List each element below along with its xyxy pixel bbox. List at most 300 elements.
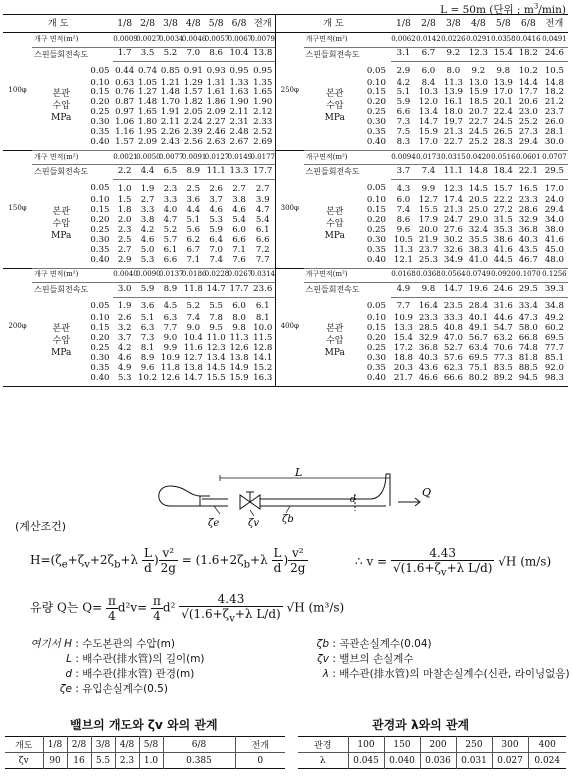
pressure-value: 0.20	[90, 333, 110, 343]
legend-desc: : 배수관(排水管) 관경(m)	[72, 668, 195, 680]
flow-value: 12.3	[206, 342, 226, 353]
legend-symbol: λ	[322, 668, 329, 680]
flow-value: 8.1	[255, 313, 270, 324]
area-value: 0.1070	[516, 268, 541, 283]
flow-value: 43.6	[418, 362, 438, 373]
flow-value: 77.7	[544, 342, 564, 353]
legend-symbol: L	[66, 653, 72, 665]
header-cell: 150	[384, 737, 420, 753]
pressure-value: 0.30	[366, 117, 386, 128]
flow-value: 4.5	[159, 297, 182, 314]
flow-value: 1.82	[183, 97, 203, 108]
header-opening: 2/8	[416, 15, 441, 33]
flow-value: 9.5	[209, 323, 224, 334]
pressure-value: 0.10	[366, 313, 386, 324]
area-value: 0.0420	[466, 150, 491, 165]
flow-value: 10.9	[393, 313, 414, 324]
flow-value: 4.7	[163, 215, 178, 226]
velocity-label: 스핀들회전속도	[32, 47, 113, 62]
flow-value: 9.9	[416, 179, 441, 196]
flow-value: 83.5	[493, 362, 513, 373]
flow-value: 19.7	[443, 117, 463, 128]
drain-pipe-diagram	[150, 466, 430, 536]
flow-value: 28.4	[466, 297, 491, 314]
pipe-size: 150φ	[3, 150, 32, 268]
flow-value: 98.3	[544, 372, 564, 383]
flow-value: 1.35	[253, 77, 273, 88]
header-opening: 5/8	[205, 15, 228, 33]
flow-value: 2.43	[160, 136, 180, 147]
velocity-value: 2.2	[113, 165, 136, 180]
flow-value: 10.2	[516, 62, 541, 79]
pressure-value: 0.40	[366, 372, 386, 383]
flow-value: 11.5	[253, 333, 273, 343]
flow-value: 10.3	[418, 87, 438, 98]
velocity-label: 스핀들회전속도	[304, 47, 391, 62]
flow-value: 7.7	[163, 323, 178, 334]
flow-value: 29.4	[544, 205, 564, 216]
pressure-value: 0.10	[90, 195, 110, 206]
flow-value: 22.7	[443, 136, 463, 147]
flow-value: 23.0	[518, 107, 538, 118]
pressure-value: 0.10	[366, 195, 386, 206]
flow-value: 41.6	[544, 234, 564, 245]
flow-value: 1.27	[137, 87, 158, 98]
flow-value: 11.6	[183, 342, 203, 353]
flow-value: 3.3	[163, 195, 178, 206]
area-value: 0.0516	[491, 150, 516, 165]
area-value: 0.0067	[228, 33, 251, 48]
flow-value: 10.5	[541, 62, 568, 79]
flow-value: 1.90	[253, 97, 273, 108]
flow-value: 21.2	[544, 97, 564, 108]
flow-value: 1.95	[137, 127, 158, 138]
flow-value: 14.9	[229, 362, 249, 373]
flow-value: 14.8	[544, 77, 564, 88]
pipe-size: 400φ	[275, 268, 303, 386]
flow-value: 1.06	[115, 117, 135, 128]
flow-value: 69.5	[544, 333, 564, 343]
pressure-value: 0.30	[366, 234, 386, 245]
area-value: 0.0564	[441, 268, 466, 283]
area-value: 0.0057	[205, 33, 228, 48]
flow-value: 24.7	[443, 215, 463, 226]
flow-value: 1.21	[160, 77, 180, 88]
flow-value: 24.5	[468, 127, 488, 138]
flow-value: 2.11	[229, 107, 249, 118]
flow-value: 2.33	[253, 117, 273, 128]
flow-value: 20.1	[493, 97, 513, 108]
flow-value: 0.85	[159, 62, 182, 79]
flow-value: 4.9	[117, 362, 132, 373]
area-value: 0.0315	[441, 150, 466, 165]
value-cell: 0.040	[384, 753, 420, 769]
pressure-value: 0.35	[366, 127, 386, 138]
header-cell: 3/8	[91, 737, 115, 753]
flow-value: 10.9	[160, 352, 180, 363]
velocity-equation: ∴ v = $\frac{4.43}{√(1.6+\zeta_v+\lambda L/d)}$ √H (m/s)	[355, 546, 552, 579]
area-value: 0.0142	[416, 33, 441, 48]
flow-value: 8.0	[441, 62, 466, 79]
flow-value: 29.4	[518, 136, 538, 147]
flow-value: 7.3	[140, 333, 155, 343]
flow-value: 16.3	[253, 372, 273, 383]
flow-value: 60.2	[544, 323, 564, 334]
legend-desc: : 배수관(排水管)의 길이(m)	[72, 653, 205, 665]
flow-value: 44.5	[493, 254, 513, 265]
area-value: 0.0040	[113, 268, 136, 283]
flow-value: 27.3	[518, 127, 538, 138]
flow-value: 13.3	[393, 323, 414, 334]
flow-value: 5.2	[163, 225, 178, 236]
pressure-value: 0.35	[366, 362, 386, 373]
velocity-value: 24.6	[491, 283, 516, 298]
area-value: 0.0226	[441, 33, 466, 48]
area-label: 개구면적(m²)	[304, 150, 391, 165]
header-cell: 4/8	[115, 737, 139, 753]
header-opening: 1/8	[113, 15, 136, 33]
table-header-row	[298, 737, 566, 753]
flow-value: 5.4	[255, 215, 270, 226]
flow-value: 2.67	[229, 136, 249, 147]
flow-value: 28.6	[518, 205, 538, 216]
pressure-value: 0.10	[90, 77, 110, 88]
flow-value: 6.1	[251, 297, 276, 314]
flow-value: 11.0	[206, 333, 226, 343]
flow-value: 12.0	[418, 97, 438, 108]
pressure-value: 0.40	[366, 254, 386, 265]
flow-value: 4.6	[232, 205, 246, 216]
flow-value: 2.09	[206, 107, 226, 118]
legend-symbol: ζv	[317, 653, 329, 665]
flow-value: 2.05	[183, 107, 203, 118]
velocity-value: 5.9	[136, 283, 159, 298]
flow-value: 4.2	[396, 77, 411, 88]
flow-value: 15.2	[253, 362, 273, 373]
flow-value: 6.6	[232, 234, 246, 245]
flow-value: 17.4	[443, 195, 463, 206]
velocity-value: 3.1	[391, 47, 416, 62]
flow-value: 29.0	[468, 215, 488, 226]
flow-value: 22.7	[468, 117, 488, 128]
flow-value: 2.11	[160, 117, 180, 128]
flow-value: 33.4	[516, 297, 541, 314]
flow-value: 1.57	[183, 87, 203, 98]
flow-value: 1.61	[206, 87, 226, 98]
flow-value: 24.0	[544, 195, 564, 206]
flow-value: 80.2	[468, 372, 488, 383]
flow-value: 28.5	[418, 323, 438, 334]
area-label: 개구 면적(m²)	[32, 268, 113, 283]
flow-value: 2.0	[117, 215, 132, 226]
flow-value: 15.4	[393, 333, 414, 343]
flow-value: 0.97	[115, 107, 135, 118]
legend-symbol: ζb	[316, 638, 329, 650]
pressure-value: 0.25	[90, 342, 110, 353]
area-value: 0.0707	[541, 150, 568, 165]
flow-value: 7.2	[255, 244, 270, 255]
flow-value: 5.0	[140, 244, 155, 255]
legend-item	[295, 636, 432, 651]
flow-value: 32.6	[443, 244, 463, 255]
flow-value: 0.95	[251, 62, 276, 79]
flow-value: 0.93	[205, 62, 228, 79]
flow-value: 2.3	[117, 225, 132, 236]
flow-value: 5.1	[140, 313, 155, 324]
legend-symbol: 여기서 H	[30, 638, 72, 650]
flow-value: 23.7	[544, 107, 564, 118]
area-label: 개구면적(m²)	[304, 33, 391, 48]
flow-value: 0.74	[136, 62, 159, 79]
discharge-table	[3, 14, 568, 387]
velocity-value: 18.4	[491, 165, 516, 180]
pressure-label: 본관 수압 MPa	[324, 324, 345, 359]
flow-value: 2.7	[117, 244, 132, 255]
area-value: 0.0027	[136, 33, 159, 48]
flow-value: 9.6	[396, 225, 411, 236]
flow-value: 8.4	[421, 77, 436, 88]
flow-value: 38.0	[544, 225, 564, 236]
flow-value: 15.5	[418, 205, 438, 216]
velocity-label: 스핀들회전속도	[32, 165, 113, 180]
flow-value: 20.7	[468, 107, 488, 118]
flow-value: 5.3	[117, 372, 132, 383]
velocity-value: 9.8	[416, 283, 441, 298]
flow-value: 5.6	[186, 225, 201, 236]
velocity-value: 4.9	[391, 283, 416, 298]
flow-value: 26.5	[493, 127, 513, 138]
header-opening: 전개	[251, 15, 276, 33]
pressure-value: 0.15	[366, 87, 386, 98]
value-cell: 0.031	[456, 753, 492, 769]
flow-value: 5.9	[396, 97, 411, 108]
flow-value: 40.3	[418, 352, 438, 363]
pressure-value: 0.05	[366, 183, 386, 194]
pressure-value: 0.30	[90, 117, 110, 128]
flow-value: 23.5	[441, 297, 466, 314]
flow-value: 7.4	[209, 254, 224, 265]
flow-value: 11.8	[160, 362, 180, 373]
flow-value: 49.2	[544, 313, 564, 324]
area-value: 0.0079	[251, 33, 276, 48]
velocity-value: 17.7	[251, 165, 276, 180]
flow-value: 12.7	[418, 195, 438, 206]
flow-value: 63.4	[468, 342, 488, 353]
velocity-value: 8.9	[182, 165, 205, 180]
flow-equation: 유량 Q는 Q= $\frac{\pi}{4}$ d²v= $\frac{\pi}{4}$ d² $\frac{4.43}{√(1.6+\zeta_v+\lambda L/d)}$ √H (m³/s)	[30, 592, 345, 625]
flow-value: 34.9	[443, 254, 463, 265]
flow-value: 16.5	[516, 179, 541, 196]
legend-item	[295, 651, 414, 666]
flow-value: 9.0	[186, 323, 201, 334]
flow-value: 48.0	[544, 254, 564, 265]
flow-value: 17.9	[418, 215, 438, 226]
flow-value: 13.0	[468, 77, 488, 88]
header-cell: 2/8	[67, 737, 91, 753]
flow-value: 66.8	[518, 333, 538, 343]
flow-value: 7.1	[232, 244, 246, 255]
pressure-value: 0.20	[90, 97, 110, 108]
header-cell: 전개	[235, 737, 285, 753]
velocity-value: 14.7	[205, 283, 228, 298]
flow-value: 6.3	[140, 323, 155, 334]
velocity-value: 15.4	[491, 47, 516, 62]
velocity-value: 11.1	[205, 165, 228, 180]
value-cell: λ	[319, 755, 326, 766]
flow-value: 2.09	[137, 136, 158, 147]
flow-value: 2.6	[117, 313, 132, 324]
pipe-size: 300φ	[275, 150, 303, 268]
velocity-value: 19.6	[466, 283, 491, 298]
flow-value: 4.4	[186, 205, 201, 216]
flow-value: 34.0	[544, 215, 564, 226]
velocity-value: 8.6	[205, 47, 228, 62]
flow-value: 4.7	[255, 205, 270, 216]
flow-value: 4.3	[391, 179, 416, 196]
flow-value: 1.0	[113, 179, 136, 196]
flow-value: 28.3	[493, 136, 513, 147]
flow-value: 3.8	[232, 195, 246, 206]
flow-value: 10.5	[393, 234, 414, 245]
flow-value: 6.3	[163, 313, 178, 324]
value-cell: 5.5	[91, 753, 115, 769]
flow-value: 5.1	[186, 215, 201, 226]
flow-value: 2.3	[159, 179, 182, 196]
flow-value: 49.1	[468, 323, 488, 334]
flow-value: 94.5	[518, 372, 538, 383]
flow-value: 28.1	[544, 127, 564, 138]
flow-value: 1.9	[136, 179, 159, 196]
pressure-value: 0.25	[366, 107, 386, 118]
area-value: 0.0127	[205, 150, 228, 165]
flow-value: 20.3	[393, 362, 414, 373]
flow-value: 8.3	[396, 136, 411, 147]
header-opening: 5/8	[491, 15, 516, 33]
flow-value: 2.31	[229, 117, 249, 128]
flow-value: 15.5	[206, 372, 226, 383]
pressure-value: 0.35	[366, 244, 386, 255]
flow-value: 2.63	[206, 136, 226, 147]
area-value: 0.0077	[159, 150, 182, 165]
flow-value: 7.7	[255, 254, 270, 265]
flow-value: 1.31	[206, 77, 226, 88]
flow-value: 13.4	[418, 107, 438, 118]
header-opening: 4/8	[466, 15, 491, 33]
flow-value: 7.1	[186, 254, 201, 265]
velocity-value: 12.3	[466, 47, 491, 62]
header-opening: 3/8	[441, 15, 466, 33]
area-value: 0.0186	[182, 268, 205, 283]
flow-value: 1.5	[117, 195, 132, 206]
header-cell: 250	[456, 737, 492, 753]
flow-value: 7.0	[209, 244, 224, 255]
flow-value: 35.5	[468, 234, 488, 245]
area-value: 0.0177	[251, 150, 276, 165]
pressure-value: 0.20	[90, 215, 110, 226]
area-value: 0.0749	[466, 268, 491, 283]
flow-value: 23.7	[418, 244, 438, 255]
flow-value: 3.2	[117, 323, 132, 334]
flow-value: 2.12	[253, 107, 273, 118]
flow-value: 9.2	[466, 62, 491, 79]
flow-value: 9.6	[140, 362, 155, 373]
pressure-value: 0.15	[366, 205, 386, 216]
flow-value: 13.8	[183, 362, 203, 373]
flow-value: 2.5	[117, 234, 132, 245]
header-cell: 관경	[298, 737, 348, 753]
table-header-row	[5, 737, 285, 753]
flow-value: 5.2	[182, 297, 205, 314]
header-opening: 3/8	[159, 15, 182, 33]
velocity-value: 29.5	[516, 283, 541, 298]
area-value: 0.0021	[113, 150, 136, 165]
velocity-value: 7.0	[182, 47, 205, 62]
flow-value: 7.7	[391, 297, 416, 314]
legend-desc: : 밸브의 손실계수	[329, 653, 414, 665]
flow-value: 74.8	[518, 342, 538, 353]
header-label: 개 도	[3, 15, 113, 33]
flow-value: 6.0	[228, 297, 251, 314]
flow-value: 3.6	[186, 195, 201, 206]
flow-value: 8.9	[140, 352, 155, 363]
velocity-value: 13.3	[228, 165, 251, 180]
flow-value: 6.6	[163, 254, 178, 265]
value-cell: 0.036	[420, 753, 456, 769]
flow-value: 2.24	[183, 117, 203, 128]
flow-value: 6.2	[186, 234, 201, 245]
flow-value: 21.9	[418, 234, 438, 245]
pressure-value: 0.40	[366, 136, 386, 147]
zv-label: ζv	[248, 518, 260, 529]
header-opening: 6/8	[228, 15, 251, 33]
velocity-value: 6.5	[159, 165, 182, 180]
pressure-value: 0.10	[90, 313, 110, 324]
flow-value: 23.3	[418, 313, 438, 324]
flow-value: 6.6	[396, 107, 411, 118]
flow-value: 9.8	[491, 62, 516, 79]
velocity-value: 14.8	[466, 165, 491, 180]
flow-value: 2.39	[183, 127, 203, 138]
pressure-value: 0.25	[90, 225, 110, 236]
flow-value: 18.0	[443, 107, 463, 118]
pressure-value: 0.15	[90, 205, 110, 216]
flow-value: 4.2	[117, 342, 132, 353]
flow-value: 27.6	[443, 225, 463, 236]
velocity-value: 11.1	[441, 165, 466, 180]
header-opening: 4/8	[182, 15, 205, 33]
flow-value: 13.4	[206, 352, 226, 363]
flow-value: 6.7	[186, 244, 201, 255]
flow-value: 3.7	[117, 333, 132, 343]
legend-desc: : 수도본관의 수압(m)	[72, 638, 175, 650]
flow-value: 5.7	[163, 234, 178, 245]
pressure-value: 0.05	[90, 65, 110, 76]
lambda-table	[298, 736, 566, 769]
flow-value: 14.5	[466, 179, 491, 196]
area-label: 개구 면적(m²)	[32, 150, 113, 165]
velocity-value: 10.4	[228, 47, 251, 62]
flow-value: 0.76	[115, 87, 135, 98]
flow-value: 12.6	[160, 372, 180, 383]
header-cell: 200	[420, 737, 456, 753]
flow-value: 7.4	[396, 205, 411, 216]
flow-value: 8.1	[140, 342, 155, 353]
flow-value: 75.1	[468, 362, 488, 373]
flow-value: 57.6	[443, 352, 463, 363]
flow-value: 3.7	[209, 195, 224, 206]
flow-value: 38.6	[493, 234, 513, 245]
flow-value: 3.3	[140, 205, 155, 216]
